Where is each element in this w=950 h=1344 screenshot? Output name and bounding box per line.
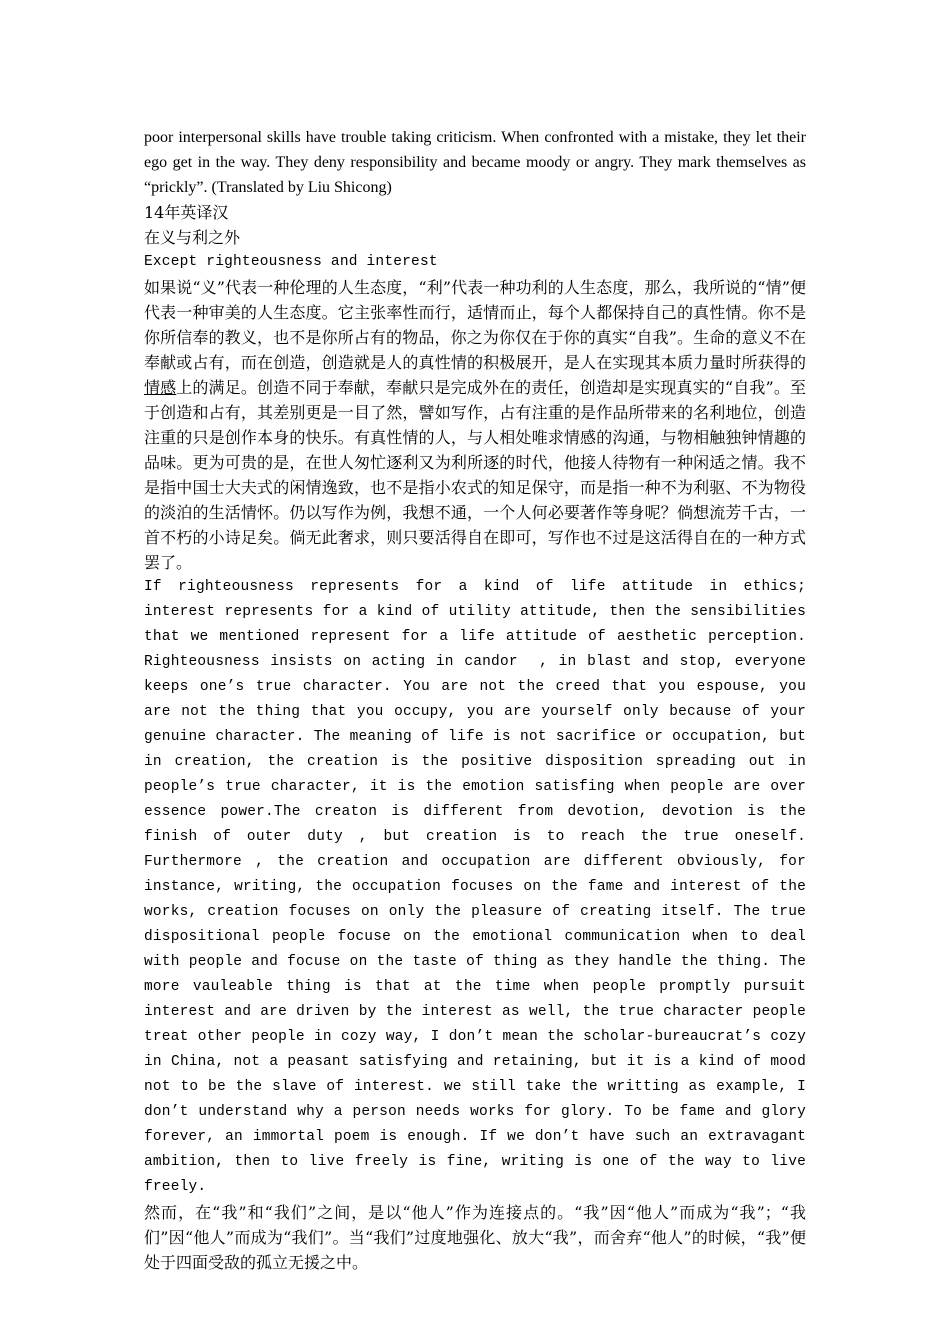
english-title: Except righteousness and interest — [144, 254, 438, 270]
english-translation: If righteousness represents for a kind of life attitude in ethics; interest represents for a kind of utility attitude, then the sensibilities that we mentioned represent for a life attitude of aesthetic perception. Righteousness insists on acting in candor , in blast and stop, everyone keeps one’s true character. You are not the creed that you espouse, you are not the thing that you occupy, you are yourself only because of your genuine character. The meaning of life is not sacrifice or occupation, but in creation, the creation is the positive disposition spreading out in people’s true character, it is the emotion satisfing when people are over essence power.The creaton is different from devotion, devotion is the finish of outer duty , but creation is to reach the true oneself. Furthermore , the creation and occupation are different obviously, for instance, writing, the occupation focuses on the fame and interest of the works, creation focuses on only the pleasure of creating itself. The true dispositional people focuse on the emotional communication when to deal with people and focuse on the taste of thing as they handle the thing. The more vauleable thing is that at the time when people promptly pursuit interest and are driven by the interest as well, the true character people treat other people in cozy way, I don’t mean the scholar-bureaucrat’s cozy in China, not a peasant satisfying and retaining, but it is a kind of mood not to be the slave of interest. we still take the writting as example, I don’t understand why a person needs works for glory. To be fame and glory forever, an immortal poem is enough. If we don’t have such an extravagant ambition, then to live freely is fine, writing is one of the way to live freely. — [144, 579, 824, 1195]
chinese-closing-paragraph: 然而，在“我”和“我们”之间，是以“他人”作为连接点的。“我”因“他人”而成为“我”；“我们”因“他人”而成为“我们”。当“我们”过度地强化、放大“我”，而舍弃“他人”的时候，“我”便处于四面受敌的孤立无援之中。 — [144, 1203, 806, 1272]
document-page — [144, 125, 824, 1275]
section-heading: 14年英译汉 — [144, 203, 229, 222]
underlined-word: 情感 — [144, 378, 177, 397]
chinese-paragraph-text: 如果说“义”代表一种伦理的人生态度，“利”代表一种功利的人生态度，那么，我所说的“情”便代表一种审美的人生态度。它主张率性而行，适情而止，每个人都保持自己的真性情。你不是你所信奉的教义，也不是你所占有的物品，你之为你仅在于你的真实“自我”。生命的意义不在奉献或占有，而在创造，创造就是人的真性情的积极展开，是人在实现其本质力量时所获得的 — [144, 278, 806, 372]
chinese-paragraph-text-continued: 上的满足。创造不同于奉献，奉献只是完成外在的责任，创造却是实现真实的“自我”。至于创造和占有，其差别更是一目了然，譬如写作，占有注重的是作品所带来的名利地位，创造注重的只是创作本身的快乐。有真性情的人，与人相处唯求情感的沟通，与物相触独钟情趣的品味。更为可贵的是，在世人匆忙逐利又为利所逐的时代，他接人待物有一种闲适之情。我不是指中国士大夫式的闲情逸致，也不是指小农式的知足保守，而是指一种不为利驱、不为物役的淡泊的生活情怀。仍以写作为例，我想不通，一个人何必要著作等身呢？倘想流芳千古，一首不朽的小诗足矣。倘无此奢求，则只要活得自在即可，写作也不过是这活得自在的一种方式罢了。 — [144, 378, 806, 572]
chinese-title: 在义与利之外 — [144, 228, 241, 247]
chinese-paragraph — [144, 275, 806, 575]
intro-paragraph: poor interpersonal skills have trouble taking criticism. When confronted with a mistake, they let their ego get in the way. They deny responsibility and became moody or angry. They mark themselves as “prickly”. (Translated by Liu Shicong) — [144, 129, 806, 196]
